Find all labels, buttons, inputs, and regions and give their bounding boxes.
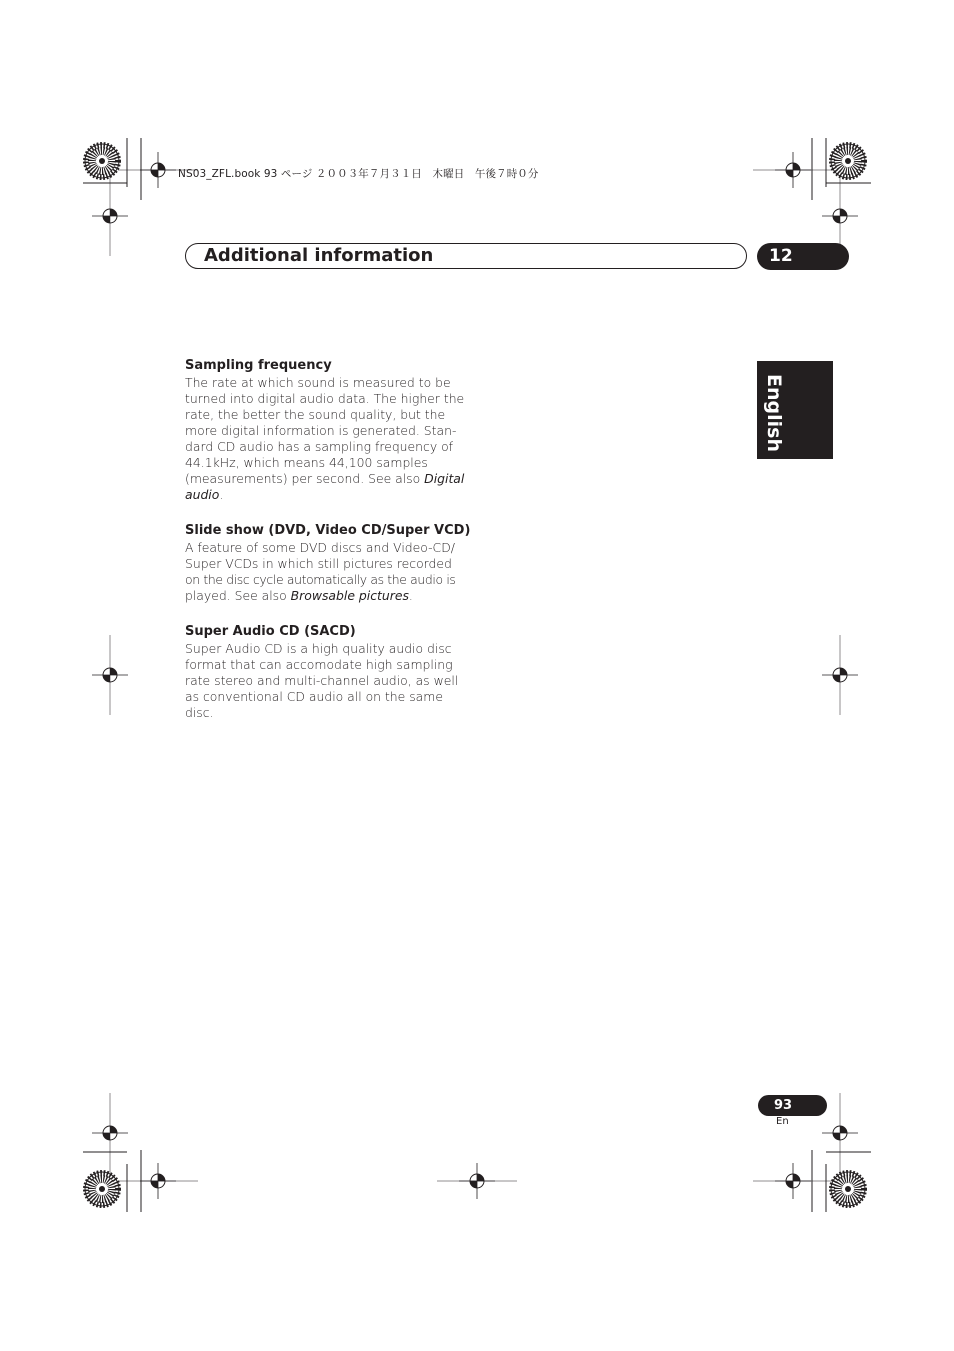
entry-text: played. See also xyxy=(185,588,291,603)
entry-line: Super Audio CD is a high quality audio disc xyxy=(185,641,452,656)
section-title: Additional information xyxy=(204,245,434,266)
entry-line xyxy=(185,487,455,503)
page-number-badge xyxy=(758,1095,827,1116)
entry-line xyxy=(185,471,465,487)
entry-line xyxy=(185,588,455,604)
glossary-entry xyxy=(185,624,459,721)
entry-line: as conventional CD audio all on the same xyxy=(185,689,443,704)
glossary-entry xyxy=(185,523,471,604)
entry-body xyxy=(185,540,455,604)
entry-period: . xyxy=(219,487,224,502)
entry-line: on the disc cycle automatically as the audio is xyxy=(185,572,456,587)
entry-line: dard CD audio has a sampling frequency of xyxy=(185,439,454,454)
entry-line: The rate at which sound is measured to be xyxy=(185,375,451,390)
print-header-info: NS03_ZFL.book 93 ページ ２００３年７月３１日 木曜日 午後７時０分 xyxy=(178,168,539,180)
glossary-entry xyxy=(185,358,465,503)
entry-line: Super VCDs in which still pictures recorded xyxy=(185,556,452,571)
page-number: 93 xyxy=(774,1098,793,1113)
language-tab-label: English xyxy=(763,374,785,452)
entry-heading: Slide show (DVD, Video CD/Super VCD) xyxy=(185,523,471,538)
see-also-term: Digital xyxy=(424,471,465,486)
entry-period: . xyxy=(408,588,413,603)
page-language-code: En xyxy=(776,1116,789,1127)
entry-text: (measurements) per second. See also xyxy=(185,471,425,486)
entry-line: A feature of some DVD discs and Video-CD/ xyxy=(185,540,455,555)
see-also-term: Browsable pictures xyxy=(290,588,409,603)
entry-line: 44.1kHz, which means 44,100 samples xyxy=(185,455,428,470)
entry-body xyxy=(185,375,465,503)
entry-line: turned into digital audio data. The higher the xyxy=(185,391,465,406)
entry-line: format that can accomodate high sampling xyxy=(185,657,453,672)
entry-heading: Sampling frequency xyxy=(185,358,332,373)
see-also-term: audio xyxy=(185,487,220,502)
entry-line: rate, the better the sound quality, but the xyxy=(185,407,446,422)
entry-line: more digital information is generated. Stan- xyxy=(185,423,457,438)
entry-heading: Super Audio CD (SACD) xyxy=(185,624,356,639)
chapter-number: 12 xyxy=(769,246,793,266)
entry-body xyxy=(185,641,459,721)
entry-line: disc. xyxy=(185,705,214,720)
entry-line: rate stereo and multi-channel audio, as well xyxy=(185,673,459,688)
